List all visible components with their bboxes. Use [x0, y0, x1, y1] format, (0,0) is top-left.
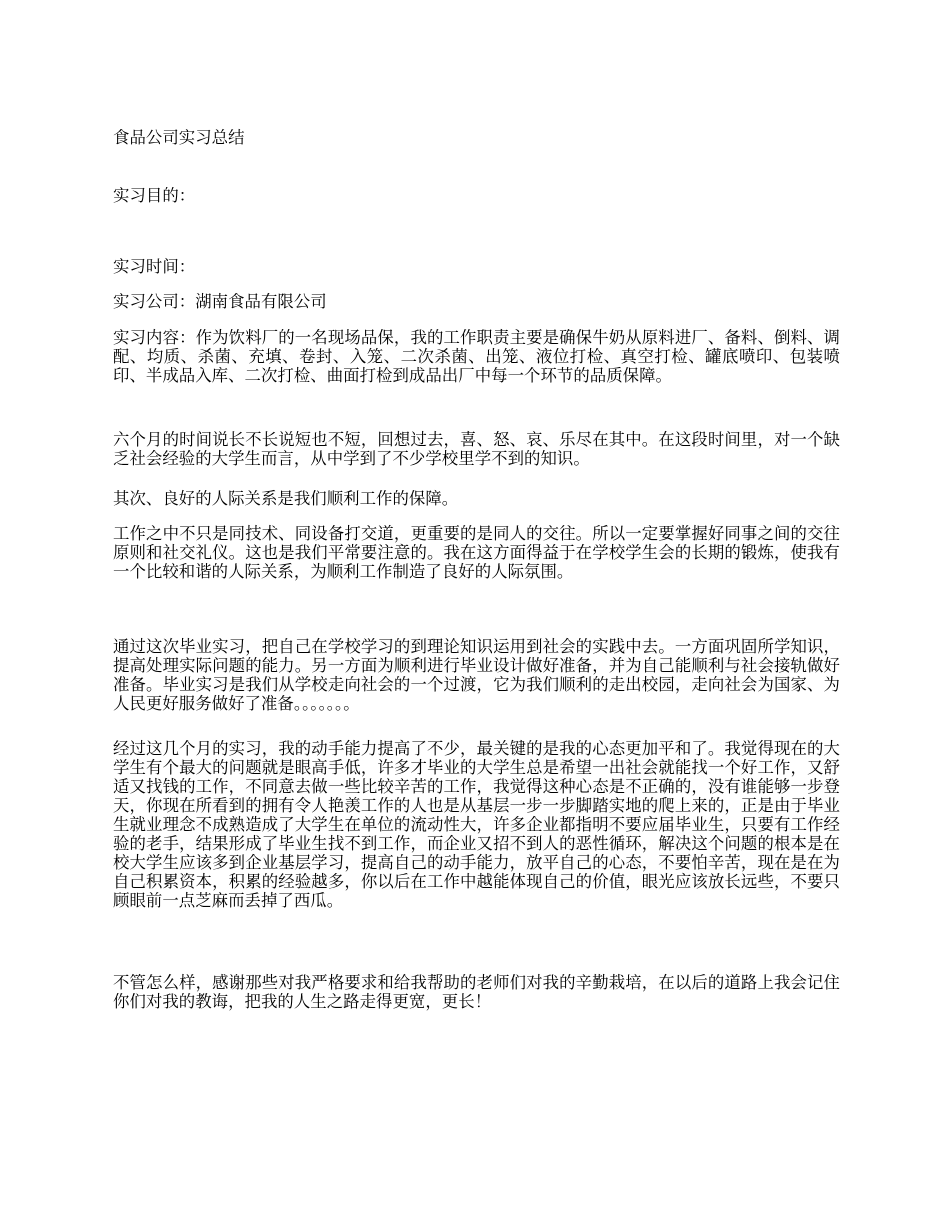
- document-title: 食品公司实习总结: [113, 128, 245, 147]
- paragraph-thanks: 不管怎么样，感谢那些对我严格要求和给我帮助的老师们对我的辛勤栽培，在以后的道路上我会记住你们对我的教诲，把我的人生之路走得更宽，更长！: [113, 973, 840, 1011]
- paragraph-reflection: 经过这几个月的实习，我的动手能力提高了不少，最关键的是我的心态更加平和了。我觉得现在的大学生有个最大的问题就是眼高手低，许多才毕业的大学生总是希望一出社会就能找一个好工作，又舒适又找钱的工作，不同意去做一些比较辛苦的工作，我觉得这种心态是不正确的，没有谁能够一步登天，你现在所看到的拥有令人艳羡工作的人也是从基层一步一步脚踏实地的爬上来的，正是由于毕业生就业理念不成熟造成了大学生在单位的流动性大，许多企业都指明不要应届毕业生，只要有工作经验的老手，结果形成了毕业生找不到工作，而企业又招不到人的恶性循环，解决这个问题的根本是在校大学生应该多到企业基层学习，提高自己的动手能力，放平自己的心态，不要怕辛苦，现在是在为自己积累资本，积累的经验越多，你以后在工作中越能体现自己的价值，眼光应该放长远些，不要只顾眼前一点芝麻而丢掉了西瓜。: [113, 739, 840, 910]
- paragraph-content: 实习内容：作为饮料厂的一名现场品保，我的工作职责主要是确保牛奶从原料进厂、备料、倒料、调配、均质、杀菌、充填、卷封、入笼、二次杀菌、出笼、液位打检、真空打检、罐底喷印、包装喷印、半成品入库、二次打检、曲面打检到成品出厂中每一个环节的品质保障。: [113, 328, 840, 385]
- paragraph-work-interaction: 工作之中不只是同技术、同设备打交道，更重要的是同人的交往。所以一定要掌握好同事之间的交往原则和社交礼仪。这也是我们平常要注意的。我在这方面得益于在学校学生会的长期的锻炼，使我有一个比较和谐的人际关系，为顺利工作制造了良好的人际氛围。: [113, 524, 840, 581]
- paragraph-purpose: 实习目的：: [113, 186, 196, 205]
- paragraph-time: 实习时间：: [113, 257, 196, 276]
- paragraph-relationships: 其次、良好的人际关系是我们顺利工作的保障。: [113, 489, 459, 508]
- paragraph-six-months: 六个月的时间说长不长说短也不短，回想过去，喜、怒、哀、乐尽在其中。在这段时间里，对一个缺乏社会经验的大学生而言，从中学到了不少学校里学不到的知识。: [113, 430, 840, 468]
- paragraph-internship-purpose: 通过这次毕业实习，把自己在学校学习的到理论知识运用到社会的实践中去。一方面巩固所学知识，提高处理实际问题的能力。另一方面为顺利进行毕业设计做好准备，并为自己能顺利与社会接轨做好准备。毕业实习是我们从学校走向社会的一个过渡，它为我们顺利的走出校园，走向社会为国家、为人民更好服务做好了准备。。。。。。。: [113, 637, 840, 713]
- paragraph-company: 实习公司：湖南食品有限公司: [113, 292, 327, 311]
- document-page: [113, 0, 840, 1230]
